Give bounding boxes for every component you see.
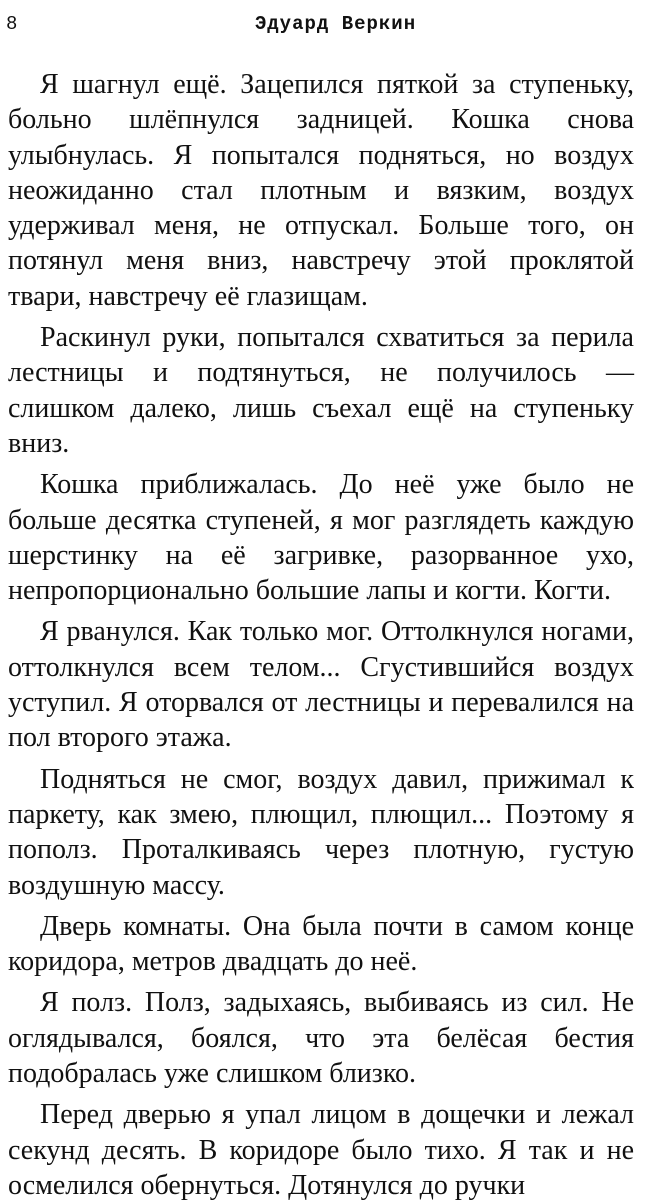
paragraph: Дверь комнаты. Она была почти в самом конце коридора, метров двадцать до неё. [8, 910, 634, 978]
page-number: 8 [6, 13, 18, 35]
paragraph: Подняться не смог, воздух давил, прижимал к паркету, как змею, плющил, плющил... Поэтому я пополз. Проталкиваясь через плотную, густую воздушную массу. [8, 763, 634, 901]
paragraph: Я шагнул ещё. Зацепился пяткой за ступеньку, больно шлёпнулся задницей. Кошка снова улыбнулась. Я попытался подняться, но воздух неожиданно стал плотным и вязким, воздух удерживал меня, не отпускал. Больше того, он потянул меня вниз, навстречу этой проклятой твари, навстречу её глазищам. [8, 69, 634, 312]
paragraph: Раскинул руки, попытался схватиться за перила лестницы и подтянуться, не получилось — слишком далеко, лишь съехал ещё на ступеньку вниз. [8, 322, 634, 459]
paragraph: Перед дверью я упал лицом в дощечки и лежал секунд десять. В коридоре было тихо. Я так и не осмелился обернуться. Дотянулся до ручки [8, 1099, 634, 1200]
paragraph: Кошка приближалась. До неё уже было не больше десятка ступеней, я мог разглядеть каждую шерстинку на её загривке, разорванное ухо, непропорционально большие лапы и когти. Когти. [8, 469, 634, 607]
running-title: Эдуард Веркин [254, 13, 417, 35]
page-header [0, 12, 671, 36]
paragraph: Я полз. Полз, задыхаясь, выбиваясь из сил. Не оглядывался, боялся, что эта белёсая бестия подобралась уже слишком близко. [8, 987, 634, 1090]
body-text [8, 67, 634, 1200]
paragraph: Я рванулся. Как только мог. Оттолкнулся ногами, оттолкнулся всем телом... Сгустившийся воздух уступил. Я оторвался от лестницы и перевалился на пол второго этажа. [8, 616, 634, 754]
